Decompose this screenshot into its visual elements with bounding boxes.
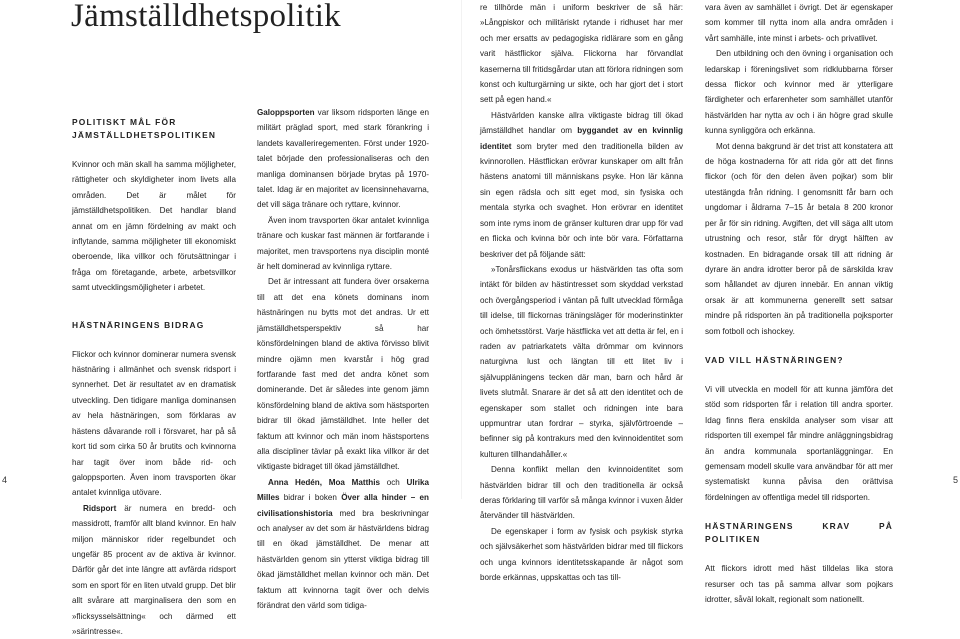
bold-term: Över alla hinder – en civilisationshistoria bbox=[257, 493, 429, 518]
bold-term: byggandet av en kvinnlig identitet bbox=[480, 126, 683, 151]
paragraph: re tillhörde män i uniform beskriver de så här: »Långpiskor och militäriskt rytande i ridhuset har mer och mer ersatts av pedagogiska ridlärare som en gång varit hästflickor själva. Flickorna har förvandlat kasernerna till fritidsgårdar utan att förlora ridningen som konst och kulturgärning ur sikte, och har gjort det i stort sett på egen hand.« bbox=[480, 3, 683, 105]
bold-term: Galoppsporten bbox=[257, 108, 315, 117]
paragraph-text: som bryter med den traditionella bilden av kvinnorollen. Hästflickan erövrar kunskaper om allt från hästens anatomi till människans psyke. Hon lär känna sin egen rädsla och sitt eget mod, sin fysiska och mentala styrka och svaghet. Hon erövrar en identitet som inte ryms inom de gränser kulturen drar upp för vad en flicka och kvinna bör och inte bör vara. Författarna beskriver det på följande sätt: bbox=[480, 141, 683, 259]
paragraph: Kvinnor och män skall ha samma möjligheter, rättigheter och skyldigheter inom livets alla områden. Det är målet för jämställdhetspolitiken. Det handlar bland annat om en jämn fördelning av makt och inflytande, samma möjligheter till ekonomiskt oberoende, lika villkor och förutsättningar i fråga om företagande, arbete, arbetsvillkor samt utvecklingsmöjligheter i arbetet. bbox=[72, 160, 236, 293]
page-gutter bbox=[461, 0, 462, 499]
column-2 bbox=[257, 105, 429, 613]
bold-term: Ulrika Milles bbox=[257, 477, 429, 503]
page-number-right: 5 bbox=[952, 475, 958, 485]
paragraph: vara även av samhället i övrigt. Det är egenskaper som kommer till nytta inom alla andra områden i vårt samhälle, inte minst i arbets- och privatlivet. bbox=[705, 3, 893, 43]
paragraph bbox=[257, 475, 429, 614]
page-number-left: 4 bbox=[2, 475, 8, 485]
column-1 bbox=[72, 116, 236, 639]
heading-hastnaringens-bidrag: HÄSTNÄRINGENS BIDRAG bbox=[72, 319, 205, 330]
paragraph-text: är numera en bredd- och massidrott, framför allt bland kvinnor. En halv miljon människor rider regelbundet och ungefär 85 procent av de aktiva är kvinnor. Därför går det inte längre att avfärda ridsport som en sport för en liten utvald grupp. Det blir allt svårare att marginalisera den som en »flicksysselsättning« och därmed ett »särintresse«. bbox=[72, 503, 236, 636]
paragraph-text: bidrar i boken bbox=[279, 493, 342, 503]
bold-term: Ridsport bbox=[83, 503, 117, 513]
paragraph: Det är intressant att fundera över orsakerna till att det ena könets dominans inom hästnäringen nu bytts mot det andras. Ur ett jämställdhetsperspektiv så har könsfördelningen bland de aktiva förvisso blivit mindre ojämn men kvarstår i hög grad fortfarande fast med det andra könet som dominerande. Det är således inte genom jämn könsfördelning bland de aktiva som hästsporten bidrar till ökad jämställdhet. Inte heller det faktum att kvinnor och män inom hästsportens alla discipliner tävlar på exakt lika villkor är det viktigaste bidraget till ökad jämställdhet. bbox=[257, 277, 429, 472]
paragraph: Att flickors idrott med häst tilldelas lika stora resurser och tas på samma allvar som pojkars idrotter, såväl lokalt, regionalt som nationellt. bbox=[705, 564, 893, 604]
paragraph: Den utbildning och den övning i organisation och ledarskap i föreningslivet som ridklubbarna förser dessa flickor och kvinnor med är ytterligare färdigheter och erfarenheter som samhället utanför hästvärlden har nytta av och i än högre grad skulle kunna synliggöra och erkänna. bbox=[705, 49, 893, 136]
paragraph-text: var liksom ridsporten länge en militärt präglad sport, med stark förankring i landets kavalleriregementen. Först under 1920-talet började den professionaliseras och den manliga dominansen började brytas på 1970-talet. Idag är en majoritet av licensinnehavarna, det vill säga tränare och ryttare, kvinnor. bbox=[257, 108, 429, 210]
bold-term: Anna Hedén, Moa Matthis bbox=[268, 477, 380, 487]
paragraph bbox=[257, 105, 429, 213]
paragraph bbox=[72, 501, 236, 639]
paragraph-text: och bbox=[379, 477, 407, 487]
paragraph: Denna konflikt mellan den kvinnoidentitet som hästvärlden bidrar till och den traditionella är också deras förklaring till varför så många kvinnor i vuxen ålder återvänder till hästvärlden. bbox=[480, 465, 683, 521]
paragraph-text: med bra beskrivningar och analyser av det som är hästvärldens bidrag till en ökad jämställdhet. De menar att hästvärlden genom sin ytterst viktiga bidrag till ökad jämställdhet mellan kvinnor och män. Det faktum att kvinnorna tagit över och delvis förändrat den värld som tidiga- bbox=[257, 508, 429, 610]
page-title: Jämställdhetspolitik bbox=[71, 0, 341, 34]
heading-krav-pa-politiken: HÄSTNÄRINGENS KRAV PÅ POLITIKEN bbox=[705, 521, 893, 545]
paragraph: Mot denna bakgrund är det trist att konstatera att de höga kostnaderna för att rida gör att det finns flickor (och för den delen även pojkar) som blir utestängda från ridning. I genomsnitt får barn och ungdomar i åldrarna 7–15 år betala 8 200 kronor per år för sin ridning. Avgiften, det vill säga allt utom utrustning och resor, står för drygt hälften av kostnaden. En bidragande orsak till att ridning är dyrare än andra idrotter beror på de särskilda krav som hållandet av djuren innebär. En annan viktig orsak är att kommunerna generellt sett satsar mindre på ridsporten än på traditionella pojksporter som fotboll och ishockey. bbox=[705, 141, 893, 336]
heading-line-2: JÄMSTÄLLDHETSPOLITIKEN bbox=[72, 130, 217, 140]
quote: »Tonårsflickans exodus ur hästvärlden tas ofta som intäkt för bilden av hästintresset som skyddad verkstad och övergångsperiod i väntan på fullt utvecklad förmåga till idelse, till flickornas träningsläger för moderinstinkter och ömhetsstörst. Varje hästflicka vet att detta är fel, en i raden av patriarkatets välta drömmar om kvinnors naturgivna lust och längtan till ett litet liv i självuppläningens tecken där man, barn och hård är livets slutmål. Snarare är det så att den identitet och de egenskaper som stallet och ridningen inte bara uppmuntrar utan fordrar – styrka, självförtroende – befinner sig på kontrakurs med den kvinnoidentitet som kulturen tillhandahåller.« bbox=[480, 264, 683, 459]
paragraph bbox=[480, 108, 683, 262]
column-4 bbox=[705, 0, 893, 607]
heading-line-1: POLITISKT MÅL FÖR bbox=[72, 117, 177, 127]
paragraph-text: Hästvärlden kanske allra viktigaste bidrag till ökad jämställdhet handlar om bbox=[480, 110, 683, 136]
paragraph: De egenskaper i form av fysisk och psykisk styrka och självsäkerhet som hästvärlden bidrar med till flickors och unga kvinnors identitetsskapande är något som borde erkännas, uppskattas och tas till- bbox=[480, 526, 683, 583]
paragraph: Vi vill utveckla en modell för att kunna jämföra det stöd som ridsporten får i relation till andra sporter. Idag finns flera enskilda analyser som visar att ridsporten till exempel får mindre anläggningsbidrag än andra kommunala sportanläggningar. En gemensam modell skulle vara användbar för att mer systematiskt kunna påvisa den orättvisa fördelningen av offentliga medel till ridsporten. bbox=[705, 384, 893, 502]
heading-politiskt-mal bbox=[72, 116, 236, 142]
paragraph: Flickor och kvinnor dominerar numera svensk hästnäring i allmänhet och svensk ridsport i synnerhet. Det är resultatet av en dramatisk utveckling. Den tidigare manliga dominansen av hela hästnäringen, som förklaras av hästens dåvarande roll i försvaret, har på så kort tid som cirka 50 år brutits och kvinnorna har tagit över inom både rid- och galoppsporten. Även inom travsporten ökar antalet kvinnliga utövare. bbox=[72, 349, 236, 498]
heading-vad-vill-hastnaringen: VAD VILL HÄSTNÄRINGEN? bbox=[705, 354, 844, 365]
column-3 bbox=[480, 0, 683, 585]
paragraph: Även inom travsporten ökar antalet kvinnliga tränare och kuskar fast männen är fortfarande i majoritet, men travsportens nya disciplin monté är helt dominerad av kvinnliga ryttare. bbox=[257, 215, 429, 272]
